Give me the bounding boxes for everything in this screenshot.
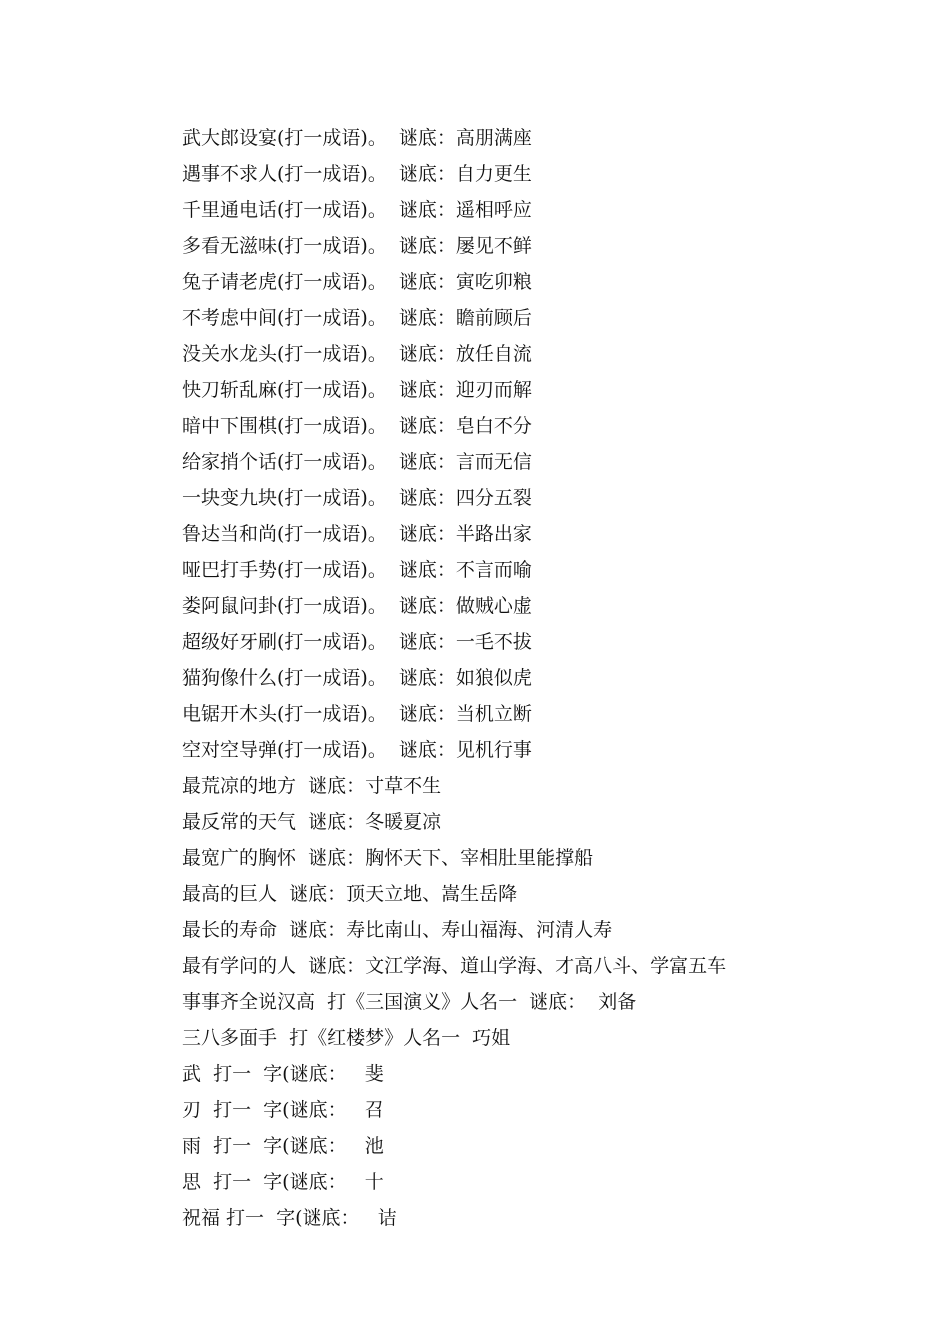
riddle-line: 一块变九块(打一成语)。 谜底：四分五裂 (182, 487, 532, 509)
riddle-line: 最高的巨人 谜底：顶天立地、嵩生岳降 (182, 883, 518, 905)
riddle-list (182, 120, 902, 1236)
riddle-line: 鲁达当和尚(打一成语)。 谜底：半路出家 (182, 523, 532, 545)
riddle-line: 武 打一 字(谜底： 斐 (182, 1063, 384, 1085)
riddle-line: 电锯开木头(打一成语)。 谜底：当机立断 (182, 703, 532, 725)
riddle-line: 最有学问的人 谜底：文江学海、道山学海、才高八斗、学富五车 (182, 955, 727, 977)
riddle-line: 娄阿鼠问卦(打一成语)。 谜底：做贼心虚 (182, 595, 532, 617)
riddle-line: 千里通电话(打一成语)。 谜底：遥相呼应 (182, 199, 532, 221)
riddle-line: 超级好牙刷(打一成语)。 谜底：一毛不拔 (182, 631, 532, 653)
riddle-line: 三八多面手 打《红楼梦》人名一 巧姐 (182, 1027, 511, 1049)
riddle-line: 暗中下围棋(打一成语)。 谜底：皂白不分 (182, 415, 532, 437)
riddle-line: 快刀斩乱麻(打一成语)。 谜底：迎刃而解 (182, 379, 532, 401)
riddle-line: 刃 打一 字(谜底： 召 (182, 1099, 384, 1121)
riddle-line: 最长的寿命 谜底：寿比南山、寿山福海、河清人寿 (182, 919, 613, 941)
riddle-line: 事事齐全说汉高 打《三国演义》人名一 谜底： 刘备 (182, 991, 637, 1013)
riddle-line: 思 打一 字(谜底： 十 (182, 1171, 384, 1193)
riddle-line: 兔子请老虎(打一成语)。 谜底：寅吃卯粮 (182, 271, 532, 293)
riddle-line: 多看无滋味(打一成语)。 谜底：屡见不鲜 (182, 235, 532, 257)
riddle-line: 雨 打一 字(谜底： 池 (182, 1135, 384, 1157)
riddle-line: 武大郎设宴(打一成语)。 谜底：高朋满座 (182, 127, 532, 149)
riddle-line: 最宽广的胸怀 谜底：胸怀天下、宰相肚里能撑船 (182, 847, 594, 869)
riddle-line: 遇事不求人(打一成语)。 谜底：自力更生 (182, 163, 532, 185)
riddle-line: 最反常的天气 谜底：冬暖夏凉 (182, 811, 442, 833)
riddle-line: 哑巴打手势(打一成语)。 谜底：不言而喻 (182, 559, 532, 581)
riddle-line: 没关水龙头(打一成语)。 谜底：放任自流 (182, 343, 532, 365)
riddle-line: 最荒凉的地方 谜底：寸草不生 (182, 775, 442, 797)
riddle-line: 祝福 打一 字(谜底： 诘 (182, 1207, 397, 1229)
riddle-line: 猫狗像什么(打一成语)。 谜底：如狼似虎 (182, 667, 532, 689)
riddle-line: 空对空导弹(打一成语)。 谜底：见机行事 (182, 739, 532, 761)
riddle-line: 不考虑中间(打一成语)。 谜底：瞻前顾后 (182, 307, 532, 329)
riddle-line: 给家捎个话(打一成语)。 谜底：言而无信 (182, 451, 532, 473)
